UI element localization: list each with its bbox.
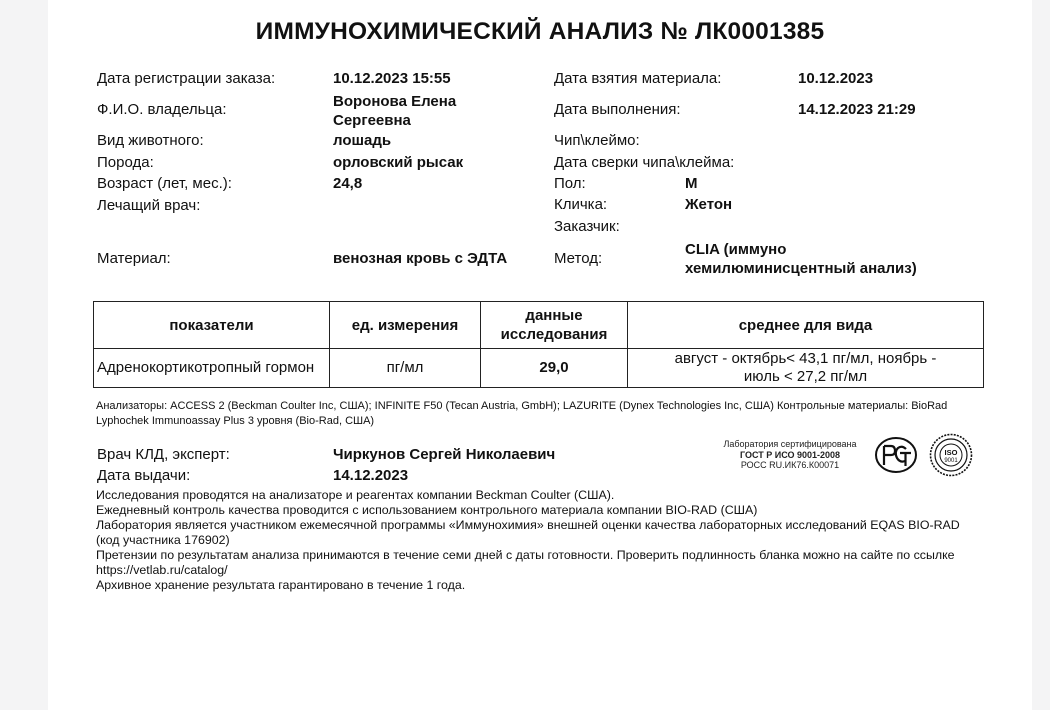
method-label: Метод: (554, 250, 603, 267)
age-value: 24,8 (333, 175, 363, 192)
age-label: Возраст (лет, мес.): (97, 175, 232, 192)
chip-check-date-label: Дата сверки чипа\клейма: (554, 154, 735, 171)
nickname-label: Кличка: (554, 196, 608, 213)
issue-date-value: 14.12.2023 (333, 467, 409, 484)
animal-type-value: лошадь (333, 132, 392, 149)
note-line: Архивное хранение результата гарантировано в течение 1 года. (96, 578, 466, 592)
attending-vet-label: Лечащий врач: (97, 197, 201, 214)
material-label: Материал: (97, 250, 171, 267)
sex-value: М (685, 175, 698, 192)
note-line: Лаборатория является участником ежемесячной программы «Иммунохимия» внешней оценки качества лабораторных исследований EQAS BIO-RAD (код участника 176902) (96, 518, 960, 547)
header-indicator: показатели (94, 302, 330, 349)
notes-block (96, 488, 976, 593)
customer-label: Заказчик: (554, 218, 620, 235)
owner-name-value: Воронова Елена Сергеевна (333, 93, 457, 129)
rst-certification-icon (874, 436, 918, 474)
sample-date-value: 10.12.2023 (798, 70, 874, 87)
order-registration-value: 10.12.2023 15:55 (333, 70, 451, 87)
header-unit: ед. измерения (330, 302, 481, 349)
certification-text (712, 439, 868, 471)
header-result: данные исследования (481, 302, 628, 349)
certification-line-1: Лаборатория сертифицирована (723, 439, 857, 449)
animal-type-label: Вид животного: (97, 132, 204, 149)
issue-date-label: Дата выдачи: (97, 467, 191, 484)
report-sheet (48, 0, 1032, 710)
analyzers-info: Анализаторы: ACCESS 2 (Beckman Coulter Inc, США); INFINITE F50 (Tecan Austria, GmbH); LAZURITE (Dynex Technologies Inc, США) Контрольные материалы: BioRad Lyphochek Immunoassay Plus 3 уровня (Bio-Rad, США) (96, 400, 948, 427)
results-table (93, 301, 984, 388)
owner-name-label: Ф.И.О. владельца: (97, 101, 227, 118)
iso-9001-seal-icon (929, 433, 973, 477)
note-line: Претензии по результатам анализа принимаются в течение семи дней с даты готовности. Проверить подлинность бланка можно на сайте по ссылке https://vetlab.ru/catalog/ (96, 548, 955, 577)
order-registration-label: Дата регистрации заказа: (97, 70, 276, 87)
cell-unit: пг/мл (330, 349, 481, 388)
cell-reference: август - октябрь< 43,1 пг/мл, ноябрь - июль < 27,2 пг/мл (628, 349, 984, 388)
material-value: венозная кровь с ЭДТА (333, 250, 508, 267)
table-row (94, 349, 984, 388)
chip-label: Чип\клеймо: (554, 132, 640, 149)
breed-value: орловский рысак (333, 154, 464, 171)
breed-label: Порода: (97, 154, 154, 171)
report-title: ИММУНОХИМИЧЕСКИЙ АНАЛИЗ № ЛК0001385 (255, 18, 825, 45)
completion-date-value: 14.12.2023 21:29 (798, 101, 916, 118)
header-reference: среднее для вида (628, 302, 984, 349)
note-line: Исследования проводятся на анализаторе и реагентах компании Beckman Coulter (США). (96, 488, 615, 502)
doctor-label: Врач КЛД, эксперт: (97, 446, 230, 463)
certification-line-2: ГОСТ Р ИСО 9001-2008 (739, 449, 841, 460)
iso-seal-label: ISO (944, 448, 958, 457)
iso-seal-number: 9001 (944, 458, 958, 464)
nickname-value: Жетон (685, 196, 733, 213)
doctor-value: Чиркунов Сергей Николаевич (333, 446, 556, 463)
sample-date-label: Дата взятия материала: (554, 70, 722, 87)
method-value: CLIA (иммуно хемилюминисцентный анализ) (685, 241, 917, 277)
note-line: Ежедневный контроль качества проводится с использованием контрольного материала компании BIO-RAD (США) (96, 503, 758, 517)
cell-result: 29,0 (481, 349, 628, 388)
cell-indicator: Адренокортикотропный гормон (94, 349, 330, 388)
sex-label: Пол: (554, 175, 586, 192)
table-header-row (94, 302, 984, 349)
completion-date-label: Дата выполнения: (554, 101, 681, 118)
certification-line-3: РОСС RU.ИК76.К00071 (740, 460, 840, 470)
